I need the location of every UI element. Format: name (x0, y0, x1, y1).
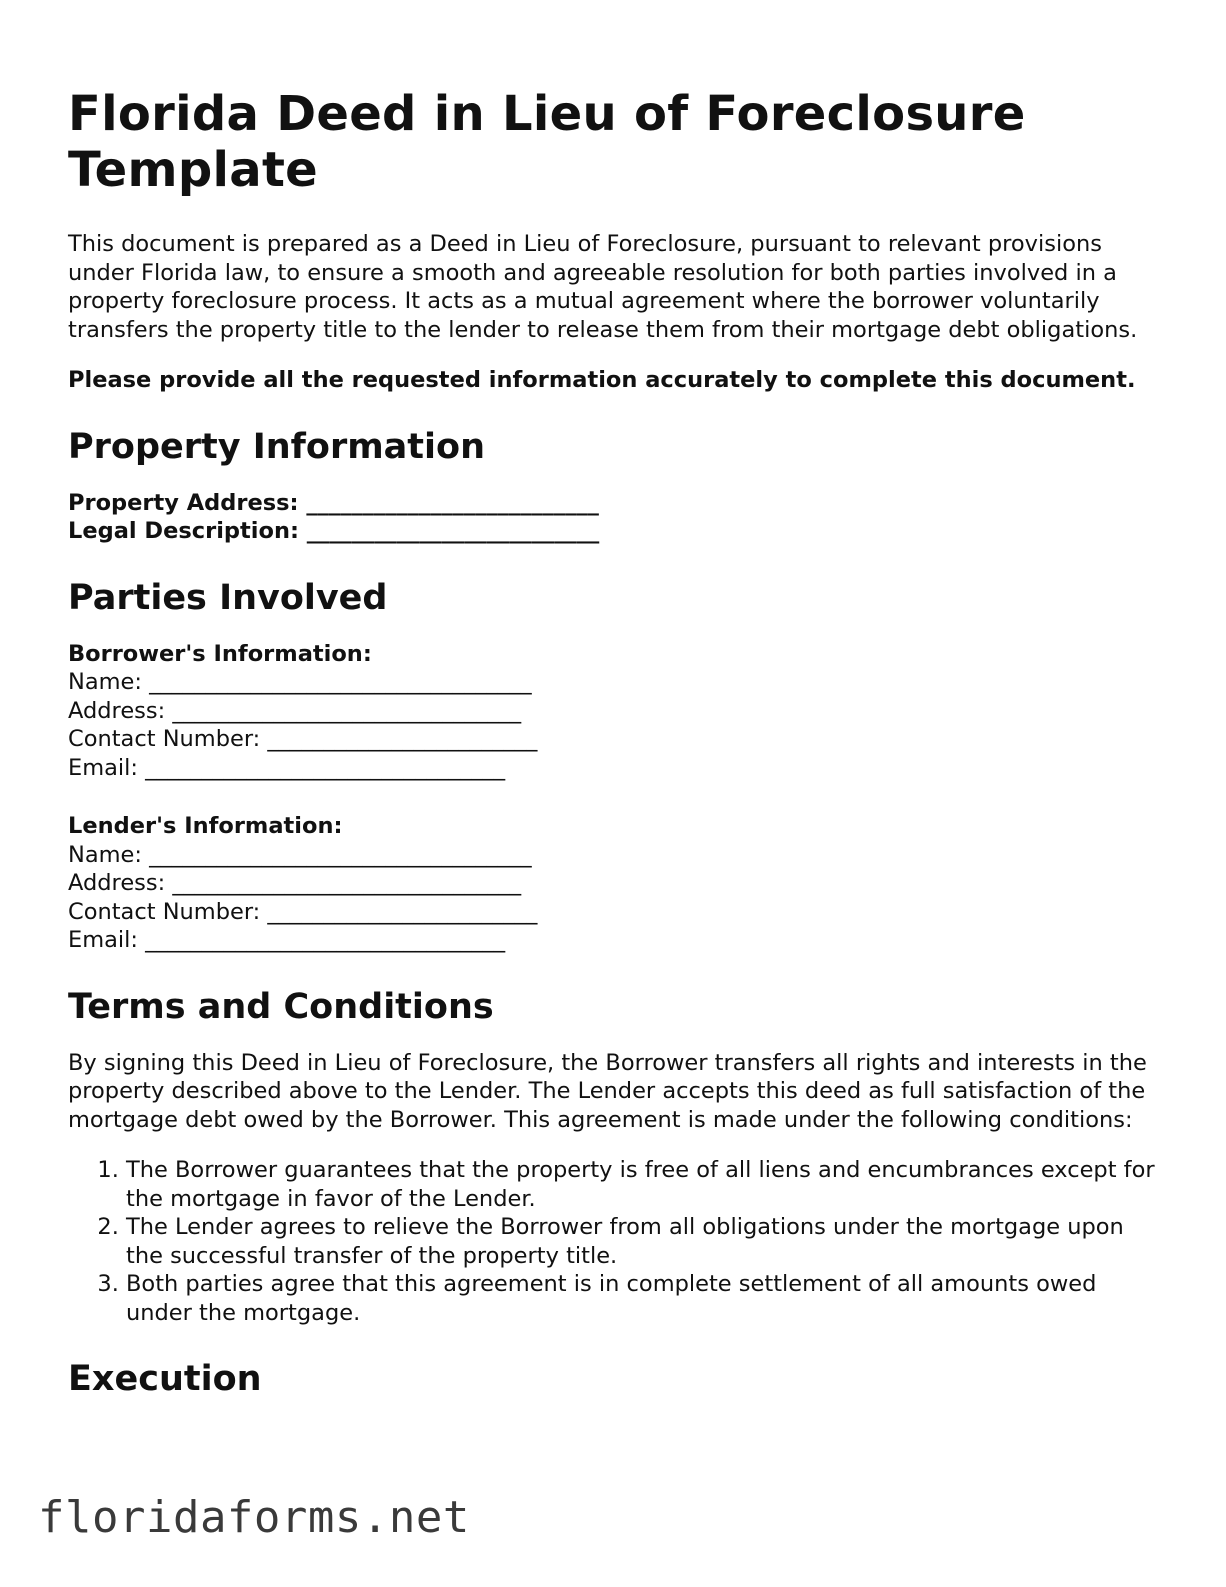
lender-information (68, 812, 1158, 955)
borrower-name-field[interactable]: Name: __________________________________ (68, 669, 532, 695)
lender-address-field[interactable]: Address: _______________________________ (68, 870, 522, 896)
site-watermark: floridaforms.net (38, 1492, 470, 1543)
property-fields (68, 489, 1158, 546)
property-address-field[interactable]: Property Address: __________________________ (68, 489, 599, 516)
condition-item: 3. Both parties agree that this agreement is in complete settlement of all amounts owed under the mortgage. (126, 1270, 1158, 1327)
borrower-info-heading: Borrower's Information: (68, 640, 372, 667)
parties-involved-heading: Parties Involved (68, 577, 388, 618)
terms-heading: Terms and Conditions (68, 986, 494, 1027)
document-title: Florida Deed in Lieu of Foreclosure Template (68, 86, 1026, 198)
borrower-address-field[interactable]: Address: _______________________________ (68, 697, 522, 724)
lender-name-field[interactable]: Name: __________________________________ (68, 841, 532, 868)
borrower-contact-field[interactable]: Contact Number: ________________________ (68, 726, 538, 752)
conditions-list (68, 1156, 1158, 1327)
terms-paragraph: By signing this Deed in Lieu of Foreclosure, the Borrower transfers all rights and interests in the property described above to the Lender. The Lender accepts this deed as full satisfaction of the mortgage debt owed by the Borrower. This agreement is made under the following conditions: (68, 1049, 1147, 1133)
property-information-heading: Property Information (68, 426, 485, 467)
borrower-information (68, 640, 1158, 783)
lender-email-field[interactable]: Email: ________________________________ (68, 927, 506, 953)
document-page (68, 86, 1158, 1421)
intro-paragraph: This document is prepared as a Deed in Lieu of Foreclosure, pursuant to relevant provisions under Florida law, to ensure a smooth and agreeable resolution for both parties involved in a property foreclosure process. It acts as a mutual agreement where the borrower voluntarily transfers the property title to the lender to release them from their mortgage debt obligations. (68, 231, 1138, 343)
execution-heading: Execution (68, 1359, 262, 1399)
instruction-paragraph: Please provide all the requested information accurately to complete this document. (68, 367, 1136, 393)
lender-contact-field[interactable]: Contact Number: ________________________ (68, 898, 538, 925)
condition-item: 1. The Borrower guarantees that the property is free of all liens and encumbrances except for the mortgage in favor of the Lender. (126, 1156, 1158, 1213)
legal-description-field[interactable]: Legal Description: __________________________ (68, 518, 600, 544)
borrower-email-field[interactable]: Email: ________________________________ (68, 754, 506, 781)
condition-item: 2. The Lender agrees to relieve the Borrower from all obligations under the mortgage upon the successful transfer of the property title. (126, 1213, 1158, 1270)
lender-info-heading: Lender's Information: (68, 813, 343, 839)
